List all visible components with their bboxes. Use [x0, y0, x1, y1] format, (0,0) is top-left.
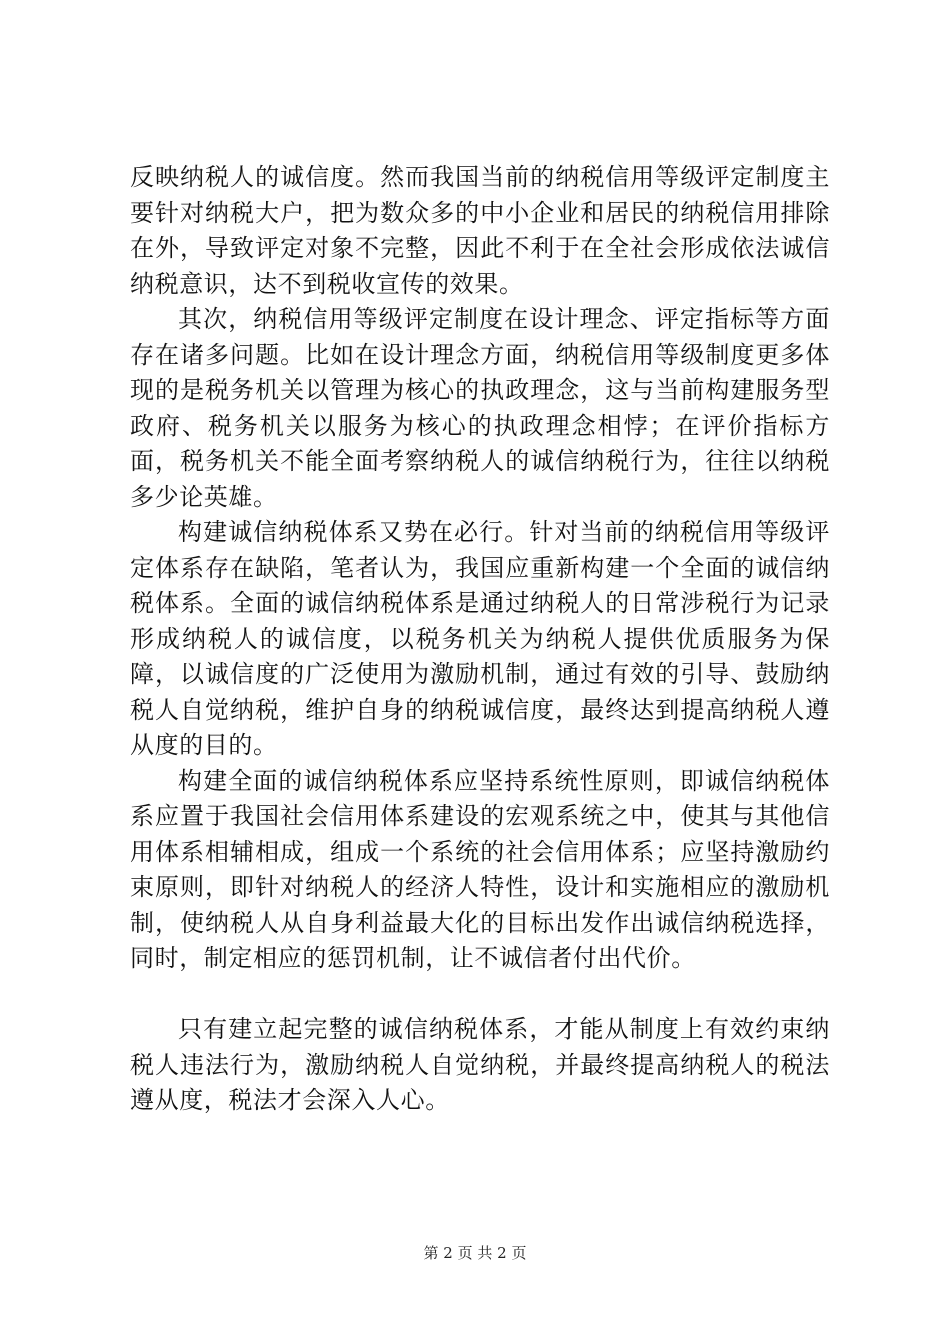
paragraph-build-system: 构建诚信纳税体系又势在必行。针对当前的纳税信用等级评定体系存在缺陷，笔者认为，我国应重新构建一个全面的诚信纳税体系。全面的诚信纳税体系是通过纳税人的日常涉税行为记录形成纳税人的诚信度，以税务机关为纳税人提供优质服务为保障，以诚信度的广泛使用为激励机制，通过有效的引导、鼓励纳税人自觉纳税，维护自身的纳税诚信度，最终达到提高纳税人遵从度的目的。: [130, 518, 830, 759]
paragraph-continuation: 反映纳税人的诚信度。然而我国当前的纳税信用等级评定制度主要针对纳税大户，把为数众多的中小企业和居民的纳税信用排除在外，导致评定对象不完整，因此不利于在全社会形成依法诚信纳税意识，达不到税收宣传的效果。: [130, 163, 830, 298]
document-body: [130, 160, 830, 1119]
paragraph-design-issues: 其次，纳税信用等级评定制度在设计理念、评定指标等方面存在诸多问题。比如在设计理念方面，纳税信用等级制度更多体现的是税务机关以管理为核心的执政理念，这与当前构建服务型政府、税务机关以服务为核心的执政理念相悖；在评价指标方面，税务机关不能全面考察纳税人的诚信纳税行为，往往以纳税多少论英雄。: [130, 305, 830, 511]
paragraph-principles: 构建全面的诚信纳税体系应坚持系统性原则，即诚信纳税体系应置于我国社会信用体系建设的宏观系统之中，使其与其他信用体系相辅相成，组成一个系统的社会信用体系；应坚持激励约束原则，即针对纳税人的经济人特性，设计和实施相应的激励机制，使纳税人从自身利益最大化的目标出发作出诚信纳税选择，同时，制定相应的惩罚机制，让不诚信者付出代价。: [130, 766, 830, 972]
page-footer: 第 2 页 共 2 页: [423, 1244, 527, 1262]
paragraph-conclusion: 只有建立起完整的诚信纳税体系，才能从制度上有效约束纳税人违法行为，激励纳税人自觉纳税，并最终提高纳税人的税法遵从度，税法才会深入人心。: [130, 1015, 830, 1114]
